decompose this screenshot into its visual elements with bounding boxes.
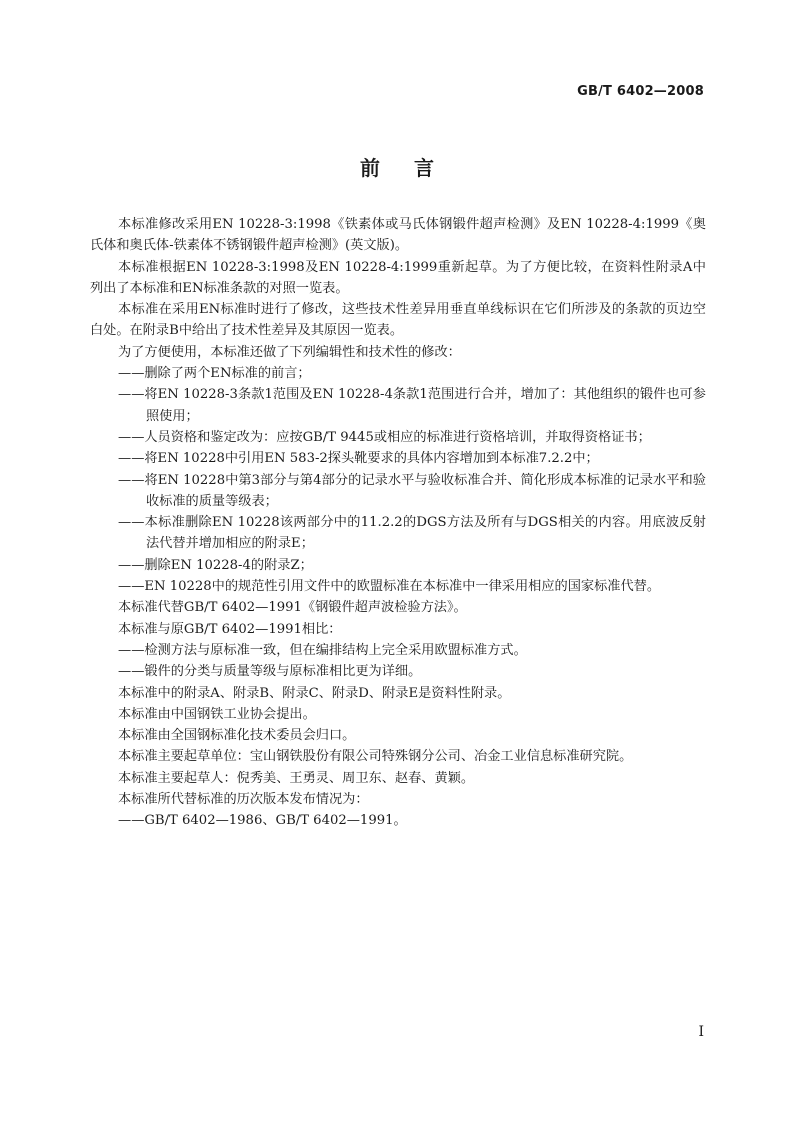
paragraph: 本标准所代替标准的历次版本发布情况为： (118, 792, 369, 808)
paragraph: 本标准在采用EN标准时进行了修改，这些技术性差异用垂直单线标识在它们所涉及的条款的页边空白处。在附录B中给出了技术性差异及其原因一览表。 (90, 302, 706, 339)
page-number: I (698, 1024, 704, 1040)
paragraph: 本标准中的附录A、附录B、附录C、附录D、附录E是资料性附录。 (118, 685, 511, 701)
paragraph: 本标准代替GB/T 6402—1991《钢锻件超声波检验方法》。 (118, 600, 467, 616)
paragraph: 本标准根据EN 10228-3:1998及EN 10228-4:1999重新起草。为了方便比较，在资料性附录A中列出了本标准和EN标准条款的对照一览表。 (90, 259, 706, 296)
paragraph: 为了方便使用，本标准还做了下列编辑性和技术性的修改： (118, 344, 461, 360)
paragraph: 本标准主要起草人：倪秀美、王勇灵、周卫东、赵春、黄颖。 (118, 770, 475, 786)
page-title: 前言 (360, 156, 468, 180)
standard-number: GB/T 6402—2008 (577, 84, 704, 99)
paragraph: 本标准由中国钢铁工业协会提出。 (118, 706, 316, 722)
list-item: ——锻件的分类与质量等级与原标准相比更为详细。 (118, 664, 422, 680)
list-item: ——将EN 10228中第3部分与第4部分的记录水平与验收标准合并、简化形成本标准的记录水平和验收标准的质量等级表； (118, 472, 706, 509)
list-item: ——EN 10228中的规范性引用文件中的欧盟标准在本标准中一律采用相应的国家标准代替。 (118, 579, 661, 595)
paragraph: 本标准与原GB/T 6402—1991相比： (118, 621, 342, 637)
list-item: ——删除了两个EN标准的前言； (118, 366, 311, 382)
list-item: ——将EN 10228中引用EN 583-2探头靴要求的具体内容增加到本标准7.2.2中； (118, 451, 599, 467)
list-item: ——人员资格和鉴定改为：应按GB/T 9445或相应的标准进行资格培训，并取得资格证书； (118, 429, 651, 445)
foreword-body (90, 214, 706, 832)
list-item: ——GB/T 6402—1986、GB/T 6402—1991。 (118, 813, 407, 829)
list-item: ——检测方法与原标准一致，但在编排结构上完全采用欧盟标准方式。 (118, 642, 527, 658)
list-item: ——将EN 10228-3条款1范围及EN 10228-4条款1范围进行合并，增加了：其他组织的锻件也可参照使用； (118, 387, 706, 424)
paragraph: 本标准修改采用EN 10228-3:1998《铁素体或马氏体钢锻件超声检测》及EN 10228-4:1999《奥氏体和奥氏体-铁素体不锈钢锻件超声检测》(英文版)。 (90, 217, 706, 254)
paragraph: 本标准由全国钢标准化技术委员会归口。 (118, 728, 356, 744)
list-item: ——本标准删除EN 10228该两部分中的11.2.2的DGS方法及所有与DGS相关的内容。用底波反射法代替并增加相应的附录E； (118, 515, 706, 552)
paragraph: 本标准主要起草单位：宝山钢铁股份有限公司特殊钢分公司、冶金工业信息标准研究院。 (118, 749, 633, 765)
list-item: ——删除EN 10228-4的附录Z； (118, 557, 313, 573)
